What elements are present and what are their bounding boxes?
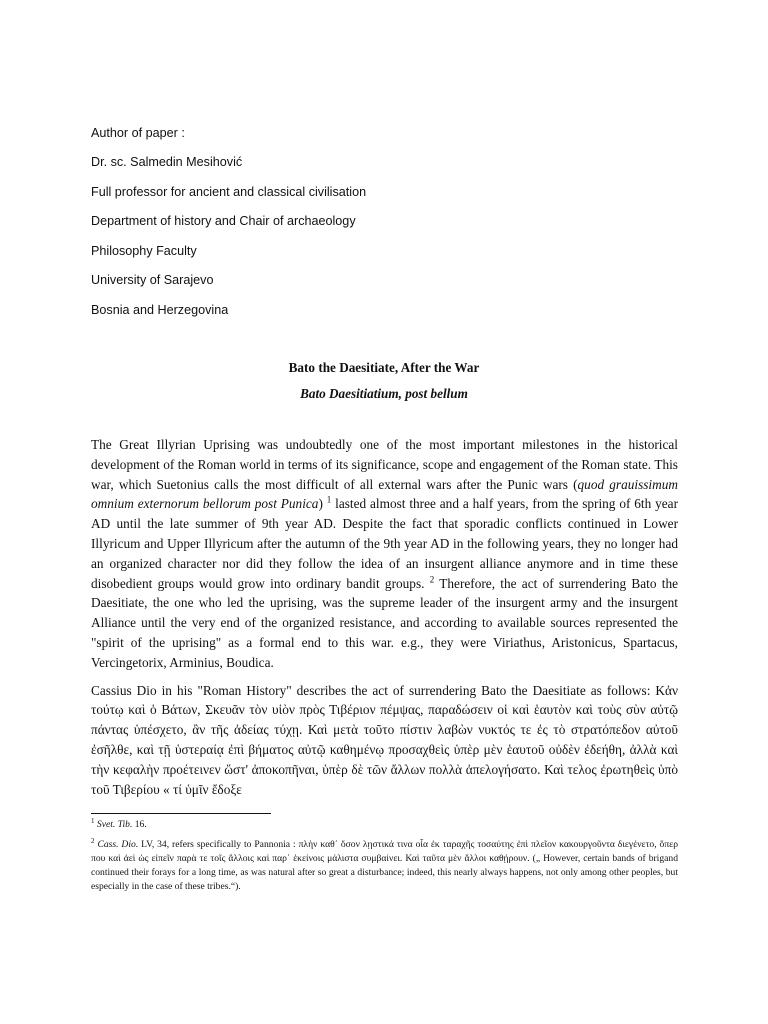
paragraph-1-text-c: lasted almost three and a half years, from the spring of 6th year AD until the late summer of 9th year AD. Despite the fact that sporadic conflicts continued in Lower Illyricum and Upper Illyricum after the autumn of the 9th year AD in the following years, they no longer had an organized character nor did they follow the idea of an insurgent alliance anymore and in time these disobedient groups would grow into ordinary bandit groups. [91, 496, 679, 591]
footnote-2 [91, 838, 678, 894]
paragraph-2: Cassius Dio in his "Roman History" describes the act of surrendering Bato the Daesitiate as follows: Κἀν τούτῳ καὶ ὁ Βάτων, Σκευᾶν τὸν υἱὸν πρὸς Τιβέριον πέμψας, παραδώσειν οἱ καὶ ἑαυτὸν καὶ τοὺς σὺν αὐτῷ πάντας ὑπέσχετο, ἂν τῆς ἀδείας τύχῃ. Καὶ μετὰ τοῦτο πίστιν λαβὼν νυκτός τε ἐς τὸ στρατόπεδον αὐτοῦ ἐσῆλθε, καὶ τῇ ὑστεραίᾳ ἐπὶ βήματος αὐτῷ καθημένῳ προσαχθεὶς ὑπὲρ μὲν ἑαυτοῦ οὐδὲν ἐδεήθη, ἀλλὰ καὶ τὴν κεφαλὴν προέτεινεν ὥστ' ἀποκοπῆναι, ὑπὲρ δὲ τῶν ἄλλων πολλὰ ἀπελογήσατο. Καὶ τελος ἐρωτηθεὶς ὑπὸ τοῦ Τιβερίου « τί ὑμῖν ἔδοξε [91, 682, 678, 797]
footnote-2-number: 2 [91, 836, 95, 845]
footnote-2-text: LV, 34, refers specifically to Pannonia : πλὴν καθ΄ ὅσον λῃστικά τινα οἷα ἐκ ταραχῆς τοσαύτης ἐπὶ πλεῖον κακουργοῦντα διεγένετο, ὅπερ που καὶ ἀεὶ ὡς εἰπεῖν παρὰ τε τοῖς ἄλλοις καὶ παρ΄ ἐκείνοις μάλιστα συμβαίνει. Καὶ ταῦτα μὲν ἄλλοι καθῄρουν. („ However, certain bands of brigand continued their forays for a long time, as was natural after so great a disturbance; indeed, this nearly always happens, not only among other peoples, but especially in the case of these tribes.“). [91, 839, 679, 892]
footnote-ref-1[interactable]: 1 [326, 494, 332, 505]
latin-quote: quod grauissimum omnium externorum bellorum post Punica [91, 476, 678, 512]
author-university: University of Sarajevo [91, 273, 214, 288]
footnote-ref-2[interactable]: 2 [429, 574, 435, 585]
author-country: Bosnia and Herzegovina [91, 302, 229, 317]
footnote-2-source: Cass. Dio. [97, 839, 139, 850]
footnote-1-source: Svet. Tib. [96, 819, 133, 830]
author-position: Full professor for ancient and classical civilisation [91, 184, 367, 199]
author-block [91, 126, 691, 332]
author-faculty: Philosophy Faculty [91, 243, 197, 258]
author-heading: Author of paper : [91, 126, 185, 140]
footnote-1-text: 16. [132, 819, 147, 830]
paper-title: Bato the Daesitiate, After the War [288, 360, 480, 375]
footnote-separator [91, 813, 271, 814]
paper-subtitle: Bato Daesitiatium, post bellum [300, 386, 468, 401]
footnote-1 [91, 818, 678, 832]
paragraph-1-text-a: The Great Illyrian Uprising was undoubtedly one of the most important milestones in the historical development of the Roman world in terms of its significance, scope and engagement of the Roman state. This war, which Suetonius calls the most difficult of all external wars after the Punic wars ( [91, 437, 678, 492]
paragraph-1-text-b: ) [318, 496, 323, 512]
author-name: Dr. sc. Salmedin Mesihović [91, 155, 243, 170]
paragraph-1 [91, 435, 678, 673]
footnote-1-number: 1 [91, 816, 95, 825]
author-department: Department of history and Chair of archaeology [91, 214, 356, 229]
paragraph-1-text-d: Therefore, the act of surrendering Bato the Daesitiate, the one who led the uprising, was the supreme leader of the insurgent army and the insurgent Alliance until the very end of the organized resistance, and according to available sources represented the "spirit of the uprising" as a formal end to this war. e.g., they were Viriathus, Aristonicus, Spartacus, Vercingetorix, Arminius, Boudica. [91, 575, 679, 670]
footnotes [91, 818, 678, 900]
body-text [91, 435, 678, 807]
